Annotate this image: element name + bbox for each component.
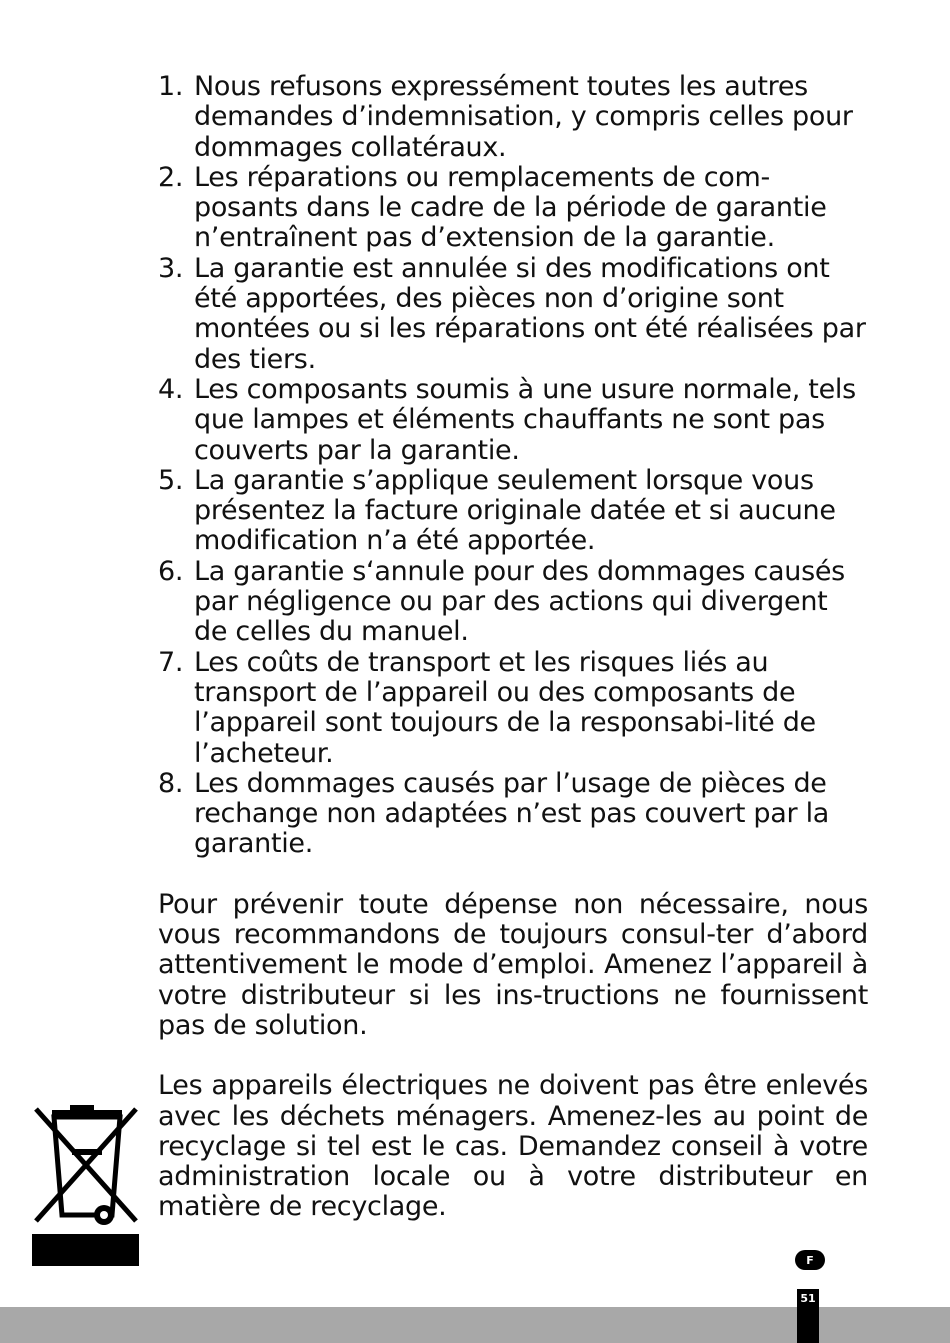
list-item xyxy=(158,466,868,557)
list-item-text: Les coûts de transport et les risques liés au transport de l’appareil ou des composants de l’appareil sont toujours de la responsabi-lité de l’acheteur. xyxy=(194,646,816,769)
page-number: 51 xyxy=(800,1292,816,1305)
list-item-text: La garantie est annulée si des modifications ont été apportées, des pièces non d’origine sont montées ou si les réparations ont été réalisées par des tiers. xyxy=(194,252,866,375)
list-item-number: 8. xyxy=(158,767,184,799)
list-item-text: Nous refusons expressément toutes les autres demandes d’indemnisation, y compris celles pour dommages collatéraux. xyxy=(194,71,853,163)
page-content xyxy=(158,72,868,1223)
warranty-conditions-list xyxy=(158,72,868,860)
list-item-number: 5. xyxy=(158,464,184,496)
list-item xyxy=(158,72,868,163)
list-item xyxy=(158,375,868,466)
list-item-text: La garantie s‘annule pour des dommages causés par négligence ou par des actions qui divergent de celles du manuel. xyxy=(194,555,845,648)
list-item-text: Les réparations ou remplacements de com-posants dans le cadre de la période de garantie n’entraînent pas d’extension de la garantie. xyxy=(194,161,827,254)
list-item-number: 7. xyxy=(158,646,184,678)
language-badge: F xyxy=(795,1250,825,1270)
list-item-text: La garantie s’applique seulement lorsque vous présentez la facture originale datée et si aucune modification n’a été apportée. xyxy=(194,464,836,557)
list-item-text: Les dommages causés par l’usage de pièces de rechange non adaptées n’est pas couvert par la garantie. xyxy=(194,767,830,860)
crossed-out-wheelie-bin-icon xyxy=(32,1103,140,1268)
list-item-text: Les composants soumis à une usure normale, tels que lampes et éléments chauffants ne sont pas couverts par la garantie. xyxy=(194,373,856,466)
list-item xyxy=(158,254,868,375)
list-item-number: 2. xyxy=(158,161,184,193)
list-item-number: 6. xyxy=(158,555,184,587)
list-item xyxy=(158,648,868,769)
recycling-paragraph: Les appareils électriques ne doivent pas être enlevés avec les déchets ménagers. Amenez-les au point de recyclage si tel est le cas. Demandez conseil à votre administration locale ou à votre distributeur en matière de recyclage. xyxy=(158,1070,868,1223)
list-item xyxy=(158,557,868,648)
list-item-number: 3. xyxy=(158,252,184,284)
list-item xyxy=(158,163,868,254)
list-item xyxy=(158,769,868,860)
list-item-number: 4. xyxy=(158,373,184,405)
advice-paragraph: Pour prévenir toute dépense non nécessaire, nous vous recommandons de toujours consul-ter d’abord attentivement le mode d’emploi. Amenez l’appareil à votre distributeur si les ins-tructions ne fournissent pas de solution. xyxy=(158,888,868,1041)
list-item-number: 1. xyxy=(158,71,184,102)
